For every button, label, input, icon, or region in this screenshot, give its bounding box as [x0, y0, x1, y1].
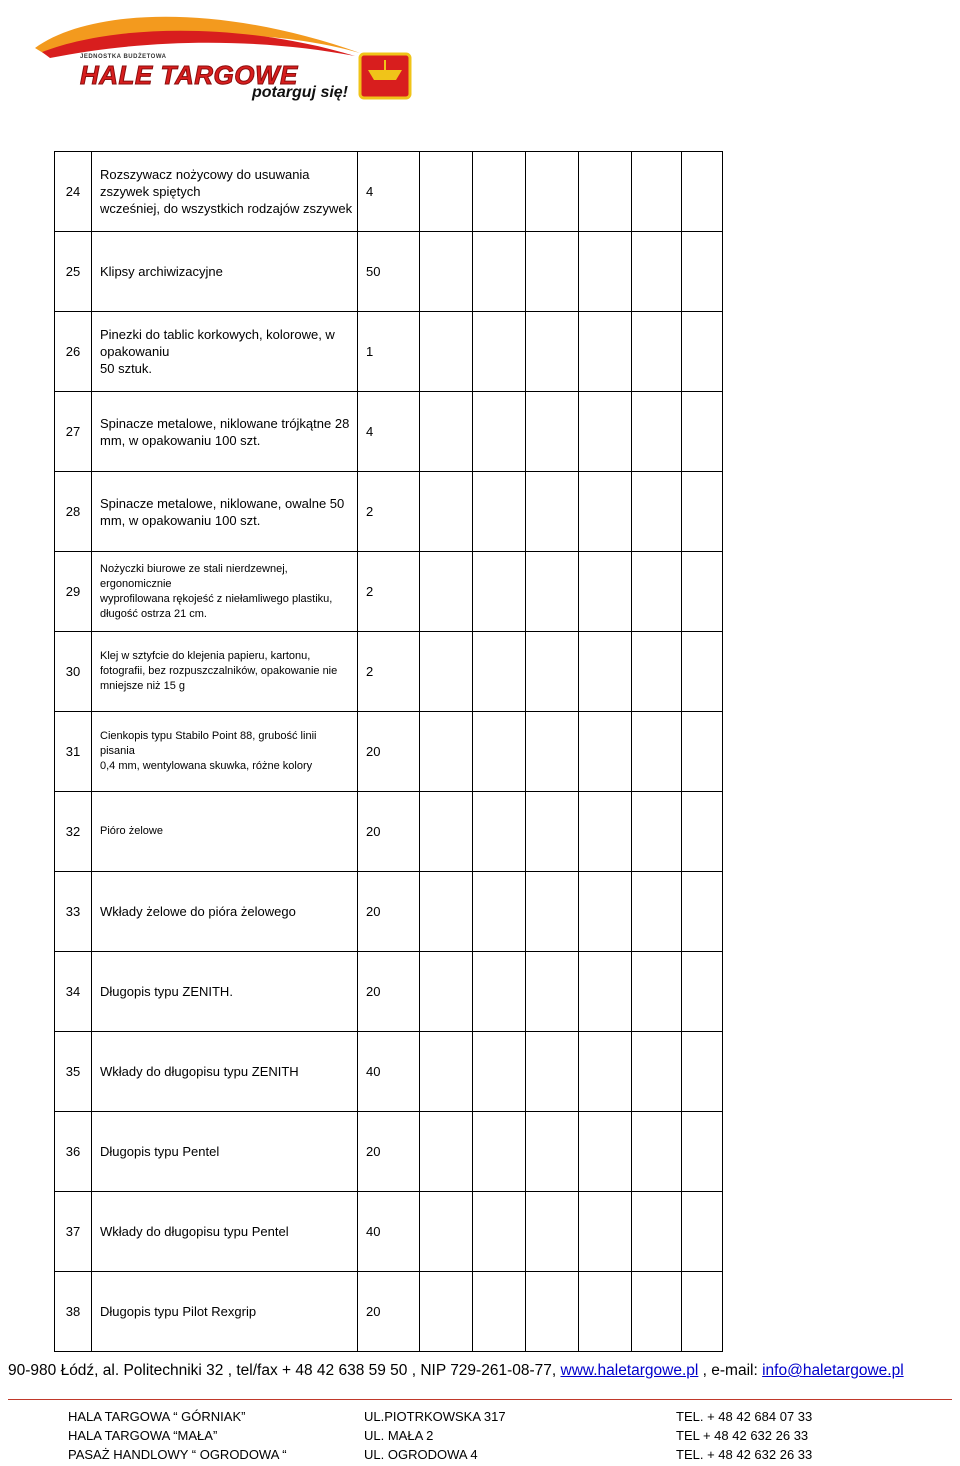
- branch-street: UL. MAŁA 2: [364, 1428, 434, 1443]
- item-description: [92, 632, 358, 712]
- empty-cell: [526, 1192, 579, 1272]
- table-row: [55, 472, 723, 552]
- empty-cell: [420, 952, 473, 1032]
- empty-cell: [632, 152, 682, 232]
- empty-cell: [682, 712, 723, 792]
- branch-phone: TEL + 48 42 632 26 33: [676, 1428, 809, 1443]
- empty-cell: [473, 632, 526, 712]
- table-row: [55, 872, 723, 952]
- empty-cell: [579, 712, 632, 792]
- item-number: 34: [55, 952, 92, 1032]
- table-row: [55, 392, 723, 472]
- empty-cell: [579, 392, 632, 472]
- item-quantity: 2: [358, 632, 420, 712]
- item-number: 25: [55, 232, 92, 312]
- empty-cell: [526, 1272, 579, 1352]
- empty-cell: [632, 952, 682, 1032]
- empty-cell: [579, 152, 632, 232]
- empty-cell: [682, 1032, 723, 1112]
- item-quantity: 20: [358, 1272, 420, 1352]
- empty-cell: [473, 1192, 526, 1272]
- item-description: [92, 232, 358, 312]
- empty-cell: [682, 472, 723, 552]
- empty-cell: [473, 712, 526, 792]
- email-label: , e-mail:: [698, 1362, 763, 1379]
- item-description-line: mniejsze niż 15 g: [100, 680, 185, 692]
- address-text: 90-980 Łódź, al. Politechniki 32 , tel/fax + 48 42 638 59 50 , NIP 729-261-08-77,: [8, 1362, 561, 1379]
- item-description-line: Długopis typu ZENITH.: [100, 984, 233, 999]
- empty-cell: [420, 392, 473, 472]
- empty-cell: [420, 472, 473, 552]
- empty-cell: [579, 1272, 632, 1352]
- empty-cell: [682, 1112, 723, 1192]
- item-number: 37: [55, 1192, 92, 1272]
- branch-name: HALA TARGOWA “ GÓRNIAK”: [68, 1409, 246, 1424]
- empty-cell: [420, 1032, 473, 1112]
- empty-cell: [682, 1192, 723, 1272]
- item-description: [92, 1032, 358, 1112]
- item-description: [92, 392, 358, 472]
- item-description-line: 0,4 mm, wentylowana skuwka, różne kolory: [100, 760, 313, 772]
- empty-cell: [632, 712, 682, 792]
- item-description-line: zszywek spiętych: [100, 184, 201, 199]
- empty-cell: [420, 312, 473, 392]
- empty-cell: [579, 1192, 632, 1272]
- logo: [30, 8, 420, 103]
- table-row: [55, 632, 723, 712]
- table-row: [55, 552, 723, 632]
- item-description: [92, 1112, 358, 1192]
- empty-cell: [526, 312, 579, 392]
- branch-phone: TEL. + 48 42 684 07 33: [676, 1409, 813, 1424]
- empty-cell: [420, 152, 473, 232]
- empty-cell: [526, 1112, 579, 1192]
- empty-cell: [526, 1032, 579, 1112]
- empty-cell: [632, 552, 682, 632]
- empty-cell: [473, 1272, 526, 1352]
- item-description-line: Pióro żelowe: [100, 825, 163, 837]
- company-address: [8, 1362, 904, 1380]
- empty-cell: [579, 952, 632, 1032]
- empty-cell: [526, 472, 579, 552]
- item-description-line: wcześniej, do wszystkich rodzajów zszywek: [100, 201, 353, 216]
- items-table-body: [55, 152, 723, 1352]
- item-quantity: 20: [358, 792, 420, 872]
- empty-cell: [682, 312, 723, 392]
- empty-cell: [632, 1192, 682, 1272]
- table-row: [55, 792, 723, 872]
- empty-cell: [526, 392, 579, 472]
- item-description-line: fotografii, bez rozpuszczalników, opakowanie nie: [100, 665, 338, 677]
- empty-cell: [579, 872, 632, 952]
- empty-cell: [632, 312, 682, 392]
- empty-cell: [579, 1112, 632, 1192]
- branch-name: PASAŻ HANDLOWY “ OGRODOWA “: [68, 1447, 287, 1462]
- item-quantity: 20: [358, 952, 420, 1032]
- empty-cell: [420, 1272, 473, 1352]
- empty-cell: [682, 152, 723, 232]
- item-description-line: Wkłady do długopisu typu Pentel: [100, 1224, 289, 1239]
- empty-cell: [473, 232, 526, 312]
- empty-cell: [579, 232, 632, 312]
- empty-cell: [632, 1112, 682, 1192]
- item-description: [92, 552, 358, 632]
- empty-cell: [579, 472, 632, 552]
- empty-cell: [473, 472, 526, 552]
- item-description-line: Pinezki do tablic korkowych, kolorowe, w: [100, 327, 335, 342]
- item-description-line: Spinacze metalowe, niklowane trójkątne 28: [100, 415, 350, 431]
- item-quantity: 50: [358, 232, 420, 312]
- empty-cell: [682, 792, 723, 872]
- empty-cell: [526, 232, 579, 312]
- item-quantity: 40: [358, 1032, 420, 1112]
- item-description: [92, 952, 358, 1032]
- table-row: [55, 1272, 723, 1352]
- empty-cell: [473, 152, 526, 232]
- item-description-line: Klej w sztyfcie do klejenia papieru, kartonu,: [100, 650, 311, 662]
- branch-phone: TEL. + 48 42 632 26 33: [676, 1447, 813, 1462]
- item-quantity: 4: [358, 392, 420, 472]
- table-row: [55, 952, 723, 1032]
- item-description-line: Klipsy archiwizacyjne: [100, 264, 223, 279]
- item-description-line: Wkłady żelowe do pióra żelowego: [100, 904, 296, 919]
- empty-cell: [420, 1192, 473, 1272]
- empty-cell: [682, 872, 723, 952]
- empty-cell: [526, 712, 579, 792]
- logo-slogan: potarguj się!: [252, 84, 349, 101]
- item-description: [92, 872, 358, 952]
- item-number: 36: [55, 1112, 92, 1192]
- empty-cell: [420, 1112, 473, 1192]
- empty-cell: [682, 952, 723, 1032]
- empty-cell: [420, 712, 473, 792]
- item-description-line: pisania: [100, 745, 135, 757]
- empty-cell: [420, 792, 473, 872]
- empty-cell: [473, 312, 526, 392]
- item-description-line: mm, w opakowaniu 100 szt.: [100, 512, 261, 528]
- logo-small-text: JEDNOSTKA BUDŻETOWA: [80, 54, 167, 60]
- table-row: [55, 1112, 723, 1192]
- empty-cell: [632, 1032, 682, 1112]
- empty-cell: [420, 632, 473, 712]
- item-description-line: ergonomicznie: [100, 577, 172, 590]
- item-description-line: Rozszywacz nożycowy do usuwania: [100, 167, 310, 182]
- table-row: [55, 1192, 723, 1272]
- empty-cell: [473, 552, 526, 632]
- empty-cell: [579, 1032, 632, 1112]
- empty-cell: [632, 1272, 682, 1352]
- empty-cell: [632, 232, 682, 312]
- empty-cell: [579, 552, 632, 632]
- item-description-line: mm, w opakowaniu 100 szt.: [100, 432, 261, 448]
- footer-divider: [8, 1399, 952, 1400]
- item-description-line: Długopis typu Pilot Rexgrip: [100, 1304, 257, 1319]
- website-link[interactable]: www.haletargowe.pl: [560, 1362, 699, 1379]
- empty-cell: [473, 392, 526, 472]
- item-number: 32: [55, 792, 92, 872]
- branch-street: UL.PIOTRKOWSKA 317: [364, 1409, 506, 1424]
- item-description-line: Cienkopis typu Stabilo Point 88, grubość linii: [100, 730, 317, 742]
- logo-title: HALE TARGOWE: [80, 60, 298, 90]
- table-row: [55, 232, 723, 312]
- table-row: [55, 1032, 723, 1112]
- empty-cell: [473, 1032, 526, 1112]
- empty-cell: [682, 232, 723, 312]
- empty-cell: [526, 152, 579, 232]
- item-quantity: 2: [358, 472, 420, 552]
- item-number: 28: [55, 472, 92, 552]
- empty-cell: [682, 552, 723, 632]
- branch-name: HALA TARGOWA “MAŁA”: [68, 1428, 218, 1443]
- empty-cell: [473, 1112, 526, 1192]
- item-number: 26: [55, 312, 92, 392]
- item-description: [92, 472, 358, 552]
- item-quantity: 20: [358, 872, 420, 952]
- item-number: 29: [55, 552, 92, 632]
- item-description-line: Długopis typu Pentel: [100, 1144, 220, 1159]
- empty-cell: [473, 952, 526, 1032]
- item-number: 27: [55, 392, 92, 472]
- item-description-line: 50 sztuk.: [100, 361, 153, 376]
- item-description: [92, 312, 358, 392]
- empty-cell: [682, 632, 723, 712]
- empty-cell: [473, 792, 526, 872]
- item-description-line: Spinacze metalowe, niklowane, owalne 50: [100, 495, 345, 511]
- item-number: 31: [55, 712, 92, 792]
- item-quantity: 20: [358, 712, 420, 792]
- empty-cell: [632, 792, 682, 872]
- item-description-line: Wkłady do długopisu typu ZENITH: [100, 1064, 299, 1079]
- empty-cell: [526, 552, 579, 632]
- empty-cell: [682, 1272, 723, 1352]
- item-description-line: Nożyczki biurowe ze stali nierdzewnej,: [100, 562, 288, 575]
- empty-cell: [632, 472, 682, 552]
- item-quantity: 1: [358, 312, 420, 392]
- item-quantity: 20: [358, 1112, 420, 1192]
- item-quantity: 4: [358, 152, 420, 232]
- table-row: [55, 312, 723, 392]
- item-description-line: wyprofilowana rękojeść z niełamliwego plastiku,: [100, 592, 333, 605]
- empty-cell: [579, 632, 632, 712]
- empty-cell: [579, 312, 632, 392]
- item-description-line: długość ostrza 21 cm.: [100, 607, 207, 620]
- empty-cell: [526, 952, 579, 1032]
- empty-cell: [473, 872, 526, 952]
- item-number: 35: [55, 1032, 92, 1112]
- empty-cell: [420, 552, 473, 632]
- empty-cell: [632, 392, 682, 472]
- empty-cell: [420, 872, 473, 952]
- table-row: [55, 712, 723, 792]
- item-description-line: opakowaniu: [100, 344, 170, 359]
- item-description: [92, 1272, 358, 1352]
- empty-cell: [526, 792, 579, 872]
- email-link[interactable]: info@haletargowe.pl: [762, 1362, 904, 1379]
- item-quantity: 40: [358, 1192, 420, 1272]
- item-description: [92, 712, 358, 792]
- item-description: [92, 792, 358, 872]
- table-row: [55, 152, 723, 232]
- item-number: 33: [55, 872, 92, 952]
- items-table: [54, 151, 723, 1352]
- empty-cell: [632, 632, 682, 712]
- item-description: [92, 152, 358, 232]
- empty-cell: [682, 392, 723, 472]
- item-number: 38: [55, 1272, 92, 1352]
- item-number: 24: [55, 152, 92, 232]
- empty-cell: [420, 232, 473, 312]
- empty-cell: [579, 792, 632, 872]
- item-description: [92, 1192, 358, 1272]
- item-number: 30: [55, 632, 92, 712]
- empty-cell: [526, 872, 579, 952]
- empty-cell: [632, 872, 682, 952]
- branch-street: UL. OGRODOWA 4: [364, 1447, 478, 1462]
- item-quantity: 2: [358, 552, 420, 632]
- empty-cell: [526, 632, 579, 712]
